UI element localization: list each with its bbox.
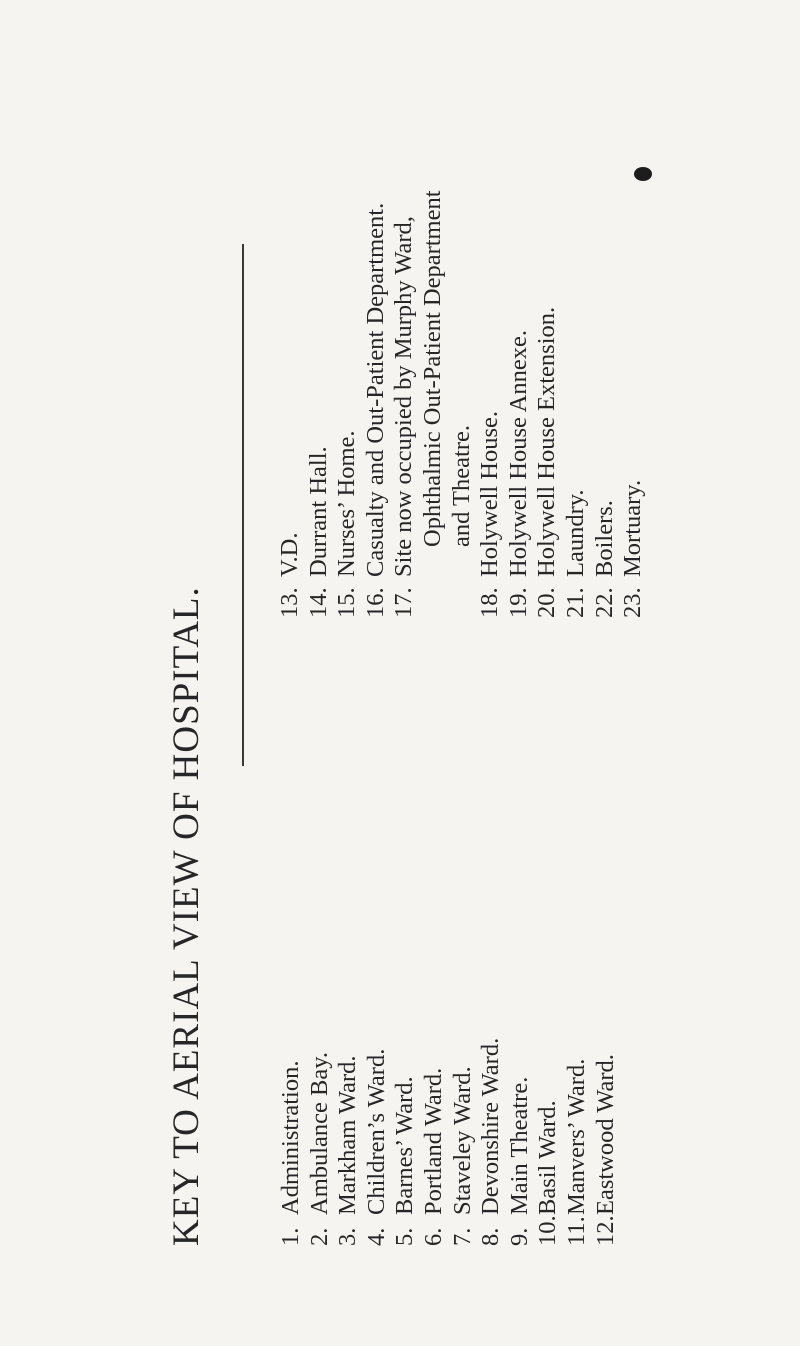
page-title: KEY TO AERIAL VIEW OF HOSPITAL. [166, 586, 207, 1246]
list-item [306, 1038, 335, 1246]
list-item [305, 190, 334, 618]
item-label: Manvers’ Ward. [562, 1058, 590, 1215]
item-number: 16. [361, 587, 389, 618]
item-number: 3. [334, 1227, 362, 1246]
item-label: Holywell House Extension. [533, 306, 561, 577]
item-label: Devonshire Ward. [477, 1037, 505, 1215]
list-item [591, 190, 620, 618]
item-label: Children’s Ward. [362, 1048, 390, 1215]
ink-blot [634, 167, 652, 181]
item-label: Casualty and Out-Patient Department. [361, 202, 389, 577]
list-item-continuation: and Theatre. [447, 425, 475, 547]
item-number: 1. [277, 1227, 304, 1246]
key-list-right [276, 190, 648, 618]
item-number: 12. [591, 1215, 619, 1246]
list-item [391, 1038, 420, 1246]
list-item [276, 190, 305, 618]
item-number: 4. [362, 1227, 390, 1246]
item-number: 19. [504, 587, 532, 618]
item-label: Ambulance Bay. [305, 1051, 333, 1215]
list-item [592, 1038, 621, 1246]
list-item [363, 1038, 392, 1246]
item-label: Laundry. [561, 489, 589, 577]
item-number: 20. [533, 587, 561, 618]
item-label: V.D. [276, 532, 303, 577]
item-number: 9. [505, 1227, 533, 1246]
list-item [277, 1038, 306, 1246]
item-number: 7. [448, 1227, 476, 1246]
title-divider [242, 244, 244, 766]
item-number: 5. [391, 1227, 419, 1246]
item-label: Markham Ward. [334, 1055, 362, 1215]
list-item-continuation: Ophthalmic Out-Patient Department [418, 190, 446, 547]
item-label: Site now occupied by Murphy Ward, [390, 216, 418, 577]
item-label: Portland Ward. [419, 1067, 447, 1215]
list-item [333, 190, 362, 618]
item-label: Holywell House Annexe. [504, 330, 532, 577]
list-item [449, 1038, 478, 1246]
item-number: 11. [562, 1216, 590, 1246]
item-number: 14. [304, 587, 332, 618]
item-label: Main Theatre. [505, 1076, 533, 1215]
list-item [505, 190, 534, 618]
list-item [533, 190, 562, 618]
item-label: Eastwood Ward. [591, 1054, 619, 1215]
list-item [420, 1038, 449, 1246]
item-number: 18. [476, 587, 504, 618]
list-item [562, 190, 591, 618]
item-number: 6. [419, 1227, 447, 1246]
item-label: Administration. [277, 1060, 304, 1215]
key-list-left [277, 1038, 620, 1246]
item-number: 17. [390, 587, 418, 618]
item-number: 8. [477, 1227, 505, 1246]
item-number: 13. [276, 587, 303, 618]
list-item [619, 190, 648, 618]
item-number: 2. [305, 1227, 333, 1246]
list-item [534, 1038, 563, 1246]
item-label: Basil Ward. [534, 1100, 562, 1215]
list-item [563, 1038, 592, 1246]
list-item [334, 1038, 363, 1246]
item-number: 15. [333, 587, 361, 618]
list-item [477, 1038, 506, 1246]
item-number: 22. [590, 587, 618, 618]
item-label: Holywell House. [476, 410, 504, 577]
item-number: 21. [561, 587, 589, 618]
item-label: Nurses’ Home. [333, 430, 361, 577]
list-item [476, 190, 505, 618]
item-label: Durrant Hall. [304, 446, 332, 577]
item-label: Barnes’ Ward. [391, 1076, 419, 1215]
item-label: Staveley Ward. [448, 1066, 476, 1215]
item-number: 23. [619, 587, 647, 618]
item-number: 10. [534, 1215, 562, 1246]
list-item [390, 190, 419, 618]
item-label: Mortuary. [619, 479, 647, 577]
item-label: Boilers. [590, 500, 618, 577]
list-item [362, 190, 391, 618]
list-item [506, 1038, 535, 1246]
